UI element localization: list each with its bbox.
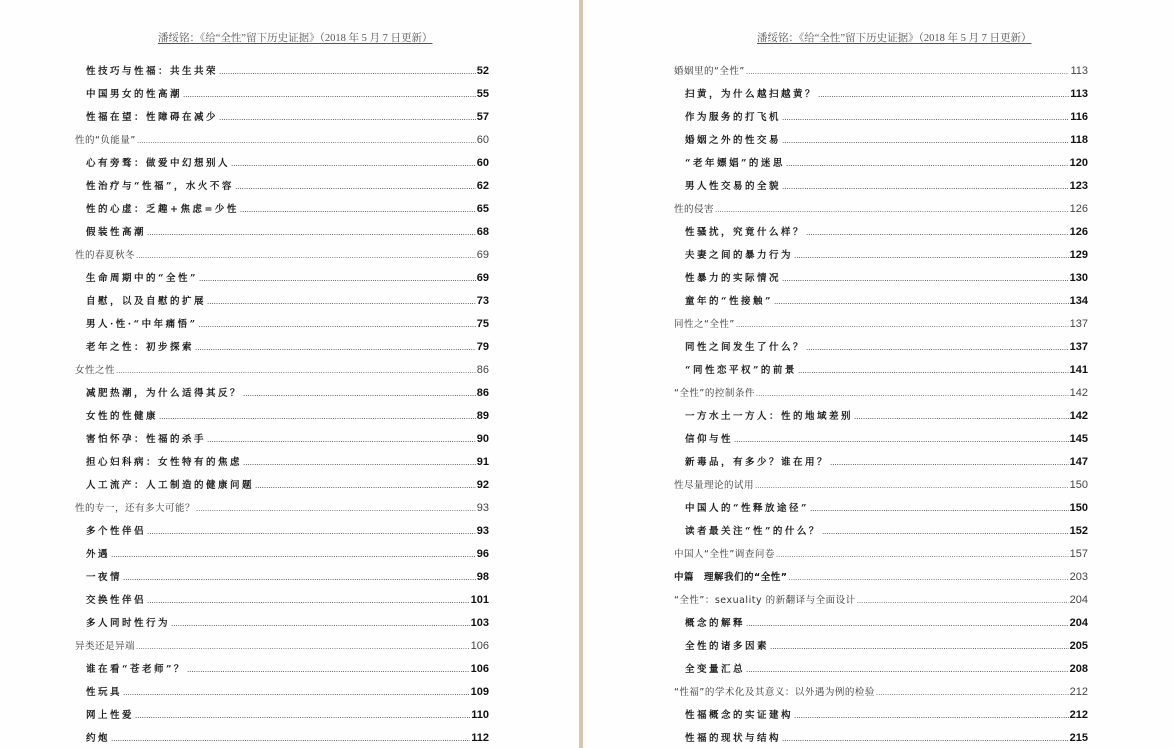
toc-entry-title: 性技巧与性福：共生共荣 <box>86 66 219 77</box>
toc-page-number: 109 <box>470 686 489 698</box>
toc-subsection-entry[interactable] <box>75 702 489 725</box>
toc-entry-title: 性的侵害 <box>674 204 715 215</box>
dot-leader <box>806 334 1069 359</box>
dot-leader <box>798 357 1069 382</box>
dot-leader <box>171 610 470 635</box>
toc-entry-title: 性治疗与“性福”，水火不容 <box>86 181 234 192</box>
dot-leader <box>231 150 476 175</box>
dot-leader <box>789 564 1069 589</box>
toc-entry-title: 害怕怀孕：性福的杀手 <box>86 434 207 445</box>
toc-page-number: 150 <box>1069 479 1088 491</box>
toc-page-number: 68 <box>476 226 489 238</box>
toc-page-number: 145 <box>1069 433 1088 445</box>
table-of-contents <box>75 58 489 748</box>
toc-subsection-entry[interactable] <box>75 81 489 104</box>
toc-page-number: 90 <box>476 433 489 445</box>
dot-leader <box>810 495 1069 520</box>
toc-entry-title: 性的“负能量” <box>75 135 136 146</box>
toc-page-number: 142 <box>1069 410 1088 422</box>
toc-page-number: 106 <box>470 640 489 652</box>
toc-page-number: 212 <box>1069 709 1088 721</box>
dot-leader <box>183 81 476 106</box>
toc-page-number: 86 <box>476 387 489 399</box>
dot-leader <box>137 127 476 152</box>
toc-section-entry[interactable] <box>674 380 1088 403</box>
toc-page-number: 126 <box>1069 203 1088 215</box>
toc-entry-title: 网上性爱 <box>86 710 135 721</box>
toc-entry-title: 性尽量理论的试用 <box>674 480 755 491</box>
toc-subsection-entry[interactable] <box>75 380 489 403</box>
toc-page-number: 69 <box>476 272 489 284</box>
toc-entry-title: 多人同时性行为 <box>86 618 171 629</box>
dot-leader <box>794 702 1069 727</box>
dot-leader <box>746 656 1069 681</box>
toc-subsection-entry[interactable] <box>75 334 489 357</box>
toc-entry-title: 男人·性·“中年痛悟” <box>86 319 198 330</box>
toc-section-entry[interactable] <box>75 495 489 518</box>
toc-entry-title: 一方水土一方人：性的地域差别 <box>685 411 854 422</box>
toc-entry-title: 新毒品，有多少？谁在用？ <box>685 457 830 468</box>
toc-page-number: 55 <box>476 88 489 100</box>
dot-leader <box>782 265 1069 290</box>
toc-page-number: 152 <box>1069 525 1088 537</box>
toc-page-number: 62 <box>476 180 489 192</box>
toc-subsection-entry[interactable] <box>674 173 1088 196</box>
toc-section-entry[interactable] <box>75 242 489 265</box>
toc-page-number: 73 <box>476 295 489 307</box>
toc-entry-title: 性的心虚：乏趣+焦虑=少性 <box>86 204 239 215</box>
toc-page-number: 212 <box>1069 686 1088 698</box>
toc-subsection-entry[interactable] <box>75 587 489 610</box>
toc-page-number: 57 <box>476 111 489 123</box>
toc-entry-title: 外遇 <box>86 549 111 560</box>
toc-subsection-entry[interactable] <box>75 679 489 702</box>
toc-subsection-entry[interactable] <box>75 219 489 242</box>
toc-page-number: 137 <box>1069 318 1088 330</box>
toc-entry-title: 女性之性 <box>75 365 116 376</box>
toc-entry-title: 性骚扰，究竟什么样？ <box>685 227 806 238</box>
toc-page-number: 98 <box>476 571 489 583</box>
toc-entry-title: “同性恋平权”的前景 <box>685 365 797 376</box>
toc-entry-title: 全变量汇总 <box>685 664 746 675</box>
dot-leader <box>782 104 1069 129</box>
toc-subsection-entry[interactable] <box>75 173 489 196</box>
toc-page-number: 113 <box>1070 65 1088 77</box>
toc-page-number: 60 <box>476 157 489 169</box>
toc-entry-title: 性的专一，还有多大可能？ <box>75 503 196 514</box>
dot-leader <box>770 633 1069 658</box>
toc-entry-title: 作为服务的打飞机 <box>685 112 782 123</box>
toc-section-entry[interactable] <box>674 472 1088 495</box>
toc-subsection-entry[interactable] <box>674 357 1088 380</box>
toc-entry-title: 担心妇科病：女性特有的焦虑 <box>86 457 243 468</box>
toc-page-number: 208 <box>1069 663 1088 675</box>
toc-section-entry[interactable] <box>674 679 1088 702</box>
toc-page-number: 116 <box>1070 111 1088 123</box>
toc-section-entry[interactable] <box>674 58 1088 81</box>
dot-leader <box>755 472 1069 497</box>
dot-leader <box>219 104 476 129</box>
toc-entry-title: 中国人的“性释放途径” <box>685 503 809 514</box>
toc-page-number: 118 <box>1070 134 1088 146</box>
toc-subsection-entry[interactable] <box>674 656 1088 679</box>
toc-entry-title: 女性的性健康 <box>86 411 159 422</box>
toc-entry-title: 中国人“全性”调查问卷 <box>674 549 775 560</box>
toc-page-number: 113 <box>1070 88 1088 100</box>
toc-subsection-entry[interactable] <box>674 426 1088 449</box>
toc-page-number: 103 <box>470 617 489 629</box>
toc-section-entry[interactable] <box>674 196 1088 219</box>
toc-entry-title: 信仰与性 <box>685 434 734 445</box>
dot-leader <box>187 656 470 681</box>
toc-page-number: 65 <box>476 203 489 215</box>
toc-entry-title: 人工流产：人工制造的健康问题 <box>86 480 255 491</box>
toc-entry-title: 老年之性：初步探索 <box>86 342 195 353</box>
toc-page-number: 89 <box>476 410 489 422</box>
toc-subsection-entry[interactable] <box>75 403 489 426</box>
toc-subsection-entry[interactable] <box>75 472 489 495</box>
dot-leader <box>111 725 470 748</box>
toc-entry-title: 性的春夏秋冬 <box>75 250 136 261</box>
dot-leader <box>746 610 1069 635</box>
toc-subsection-entry[interactable] <box>75 265 489 288</box>
toc-entry-title: 中篇 理解我们的“全性” <box>674 572 788 583</box>
toc-entry-title: 心有旁骛：做爱中幻想别人 <box>86 158 231 169</box>
toc-entry-title: “性福”的学术化及其意义：以外遇为例的检验 <box>674 687 875 698</box>
toc-page-number: 93 <box>476 525 489 537</box>
toc-entry-title: 多个性伴侣 <box>86 526 147 537</box>
dot-leader <box>199 265 476 290</box>
toc-page-number: 60 <box>476 134 489 146</box>
toc-section-entry[interactable] <box>674 564 1088 587</box>
toc-entry-title: 同性之间发生了什么？ <box>685 342 806 353</box>
toc-entry-title: 性福概念的实证建构 <box>685 710 794 721</box>
toc-subsection-entry[interactable] <box>75 311 489 334</box>
dot-leader <box>147 587 470 612</box>
toc-entry-title: 夫妻之间的暴力行为 <box>685 250 794 261</box>
dot-leader <box>235 173 476 198</box>
dot-leader <box>876 679 1069 704</box>
dot-leader <box>715 196 1069 221</box>
toc-page-number: 69 <box>476 249 489 261</box>
dot-leader <box>147 518 476 543</box>
toc-page-number: 79 <box>476 341 489 353</box>
dot-leader <box>159 403 476 428</box>
toc-page-number: 101 <box>470 594 489 606</box>
toc-subsection-entry[interactable] <box>75 656 489 679</box>
toc-page-number: 123 <box>1069 180 1088 192</box>
toc-section-entry[interactable] <box>674 587 1088 610</box>
toc-subsection-entry[interactable] <box>674 265 1088 288</box>
toc-section-entry[interactable] <box>75 357 489 380</box>
toc-subsection-entry[interactable] <box>75 196 489 219</box>
dot-leader <box>196 495 476 520</box>
dot-leader <box>123 679 470 704</box>
toc-subsection-entry[interactable] <box>75 610 489 633</box>
toc-page-number: 147 <box>1069 456 1088 468</box>
toc-entry-title: 中国男女的性高潮 <box>86 89 183 100</box>
page-right <box>583 0 1174 748</box>
toc-page-number: 52 <box>476 65 489 77</box>
toc-entry-title: 同性之“全性” <box>674 319 735 330</box>
toc-subsection-entry[interactable] <box>75 150 489 173</box>
toc-entry-title: “老年嫖娼”的迷思 <box>685 158 785 169</box>
toc-section-entry[interactable] <box>674 541 1088 564</box>
toc-subsection-entry[interactable] <box>75 104 489 127</box>
dot-leader <box>857 587 1069 612</box>
toc-subsection-entry[interactable] <box>674 495 1088 518</box>
toc-page-number: 203 <box>1069 571 1088 583</box>
dot-leader <box>243 449 476 474</box>
toc-page-number: 205 <box>1069 640 1088 652</box>
dot-leader <box>195 334 476 359</box>
toc-entry-title: 性暴力的实际情况 <box>685 273 782 284</box>
dot-leader <box>123 564 476 589</box>
toc-page-number: 130 <box>1069 272 1088 284</box>
toc-subsection-entry[interactable] <box>75 541 489 564</box>
toc-page-number: 137 <box>1069 341 1088 353</box>
dot-leader <box>756 380 1069 405</box>
dot-leader <box>111 541 476 566</box>
toc-page-number: 120 <box>1069 157 1088 169</box>
dot-leader <box>782 173 1069 198</box>
toc-page-number: 86 <box>476 364 489 376</box>
dot-leader <box>255 472 476 497</box>
toc-section-entry[interactable] <box>75 127 489 150</box>
toc-page-number: 215 <box>1069 732 1088 744</box>
dot-leader <box>136 633 470 658</box>
dot-leader <box>782 725 1069 748</box>
toc-subsection-entry[interactable] <box>674 403 1088 426</box>
running-header: 潘绥铭：《给“全性”留下历史证据》（2018 年 5 月 7 日更新） <box>158 33 433 44</box>
toc-entry-title: 性福在望：性障碍在减少 <box>86 112 219 123</box>
toc-entry-title: 男人性交易的全貌 <box>685 181 782 192</box>
toc-section-entry[interactable] <box>674 311 1088 334</box>
dot-leader <box>219 58 476 83</box>
dot-leader <box>774 288 1069 313</box>
toc-page-number: 204 <box>1069 594 1088 606</box>
toc-page-number: 134 <box>1069 295 1088 307</box>
toc-entry-title: 性玩具 <box>86 687 123 698</box>
toc-entry-title: 生命周期中的“全性” <box>86 273 198 284</box>
dot-leader <box>794 242 1069 267</box>
dot-leader <box>806 219 1069 244</box>
dot-leader <box>746 58 1070 83</box>
toc-subsection-entry[interactable] <box>674 104 1088 127</box>
toc-entry-title: “全性”：sexuality 的新翻译与全面设计 <box>674 595 856 606</box>
page-left <box>0 0 579 748</box>
toc-subsection-entry[interactable] <box>75 518 489 541</box>
dot-leader <box>736 311 1069 336</box>
toc-subsection-entry[interactable] <box>75 725 489 748</box>
toc-subsection-entry[interactable] <box>75 426 489 449</box>
toc-page-number: 75 <box>476 318 489 330</box>
toc-entry-title: “全性”的控制条件 <box>674 388 755 399</box>
toc-entry-title: 异类还是异端 <box>75 641 136 652</box>
dot-leader <box>243 380 476 405</box>
toc-entry-title: 一夜情 <box>86 572 123 583</box>
running-header: 潘绥铭：《给“全性”留下历史证据》（2018 年 5 月 7 日更新） <box>757 33 1032 44</box>
dot-leader <box>147 219 476 244</box>
toc-subsection-entry[interactable] <box>674 81 1088 104</box>
toc-page-number: 112 <box>471 732 489 744</box>
toc-entry-title: 扫黄，为什么越扫越黄？ <box>685 89 818 100</box>
toc-subsection-entry[interactable] <box>674 702 1088 725</box>
toc-subsection-entry[interactable] <box>674 127 1088 150</box>
toc-entry-title: 童年的“性接触” <box>685 296 773 307</box>
toc-page-number: 91 <box>476 456 489 468</box>
dot-leader <box>776 541 1069 566</box>
dot-leader <box>207 288 476 313</box>
toc-subsection-entry[interactable] <box>674 449 1088 472</box>
toc-entry-title: 约炮 <box>86 733 111 744</box>
toc-subsection-entry[interactable] <box>674 610 1088 633</box>
toc-subsection-entry[interactable] <box>674 219 1088 242</box>
dot-leader <box>116 357 476 382</box>
toc-entry-title: 自慰，以及自慰的扩展 <box>86 296 207 307</box>
toc-entry-title: 性福的现状与结构 <box>685 733 782 744</box>
dot-leader <box>199 311 476 336</box>
toc-entry-title: 假装性高潮 <box>86 227 147 238</box>
toc-subsection-entry[interactable] <box>674 334 1088 357</box>
toc-entry-title: 谁在看“苍老师”？ <box>86 664 186 675</box>
toc-subsection-entry[interactable] <box>674 288 1088 311</box>
toc-page-number: 142 <box>1069 387 1088 399</box>
toc-subsection-entry[interactable] <box>674 518 1088 541</box>
dot-leader <box>786 150 1069 175</box>
toc-subsection-entry[interactable] <box>75 58 489 81</box>
toc-page-number: 92 <box>476 479 489 491</box>
dot-leader <box>207 426 476 451</box>
dot-leader <box>135 702 470 727</box>
toc-page-number: 110 <box>471 709 489 721</box>
toc-subsection-entry[interactable] <box>674 150 1088 173</box>
toc-subsection-entry[interactable] <box>674 242 1088 265</box>
table-of-contents <box>674 58 1088 748</box>
toc-page-number: 96 <box>476 548 489 560</box>
dot-leader <box>854 403 1069 428</box>
toc-subsection-entry[interactable] <box>75 288 489 311</box>
toc-page-number: 141 <box>1069 364 1088 376</box>
dot-leader <box>782 127 1069 152</box>
toc-entry-title: 读者最关注“性”的什么？ <box>685 526 821 537</box>
toc-entry-title: 婚姻里的“全性” <box>674 66 745 77</box>
toc-entry-title: 全性的诸多因素 <box>685 641 770 652</box>
toc-entry-title: 减肥热潮，为什么适得其反？ <box>86 388 243 399</box>
toc-page-number: 204 <box>1069 617 1088 629</box>
dot-leader <box>818 81 1069 106</box>
toc-subsection-entry[interactable] <box>674 725 1088 748</box>
toc-page-number: 93 <box>476 502 489 514</box>
toc-page-number: 150 <box>1069 502 1088 514</box>
toc-page-number: 126 <box>1069 226 1088 238</box>
dot-leader <box>734 426 1069 451</box>
toc-section-entry[interactable] <box>75 633 489 656</box>
toc-page-number: 129 <box>1069 249 1088 261</box>
toc-entry-title: 概念的解释 <box>685 618 746 629</box>
toc-entry-title: 交换性伴侣 <box>86 595 147 606</box>
dot-leader <box>830 449 1069 474</box>
toc-subsection-entry[interactable] <box>674 633 1088 656</box>
toc-subsection-entry[interactable] <box>75 449 489 472</box>
toc-subsection-entry[interactable] <box>75 564 489 587</box>
dot-leader <box>240 196 476 221</box>
toc-entry-title: 婚姻之外的性交易 <box>685 135 782 146</box>
dot-leader <box>822 518 1069 543</box>
dot-leader <box>136 242 476 267</box>
toc-page-number: 157 <box>1069 548 1088 560</box>
toc-page-number: 106 <box>470 663 489 675</box>
